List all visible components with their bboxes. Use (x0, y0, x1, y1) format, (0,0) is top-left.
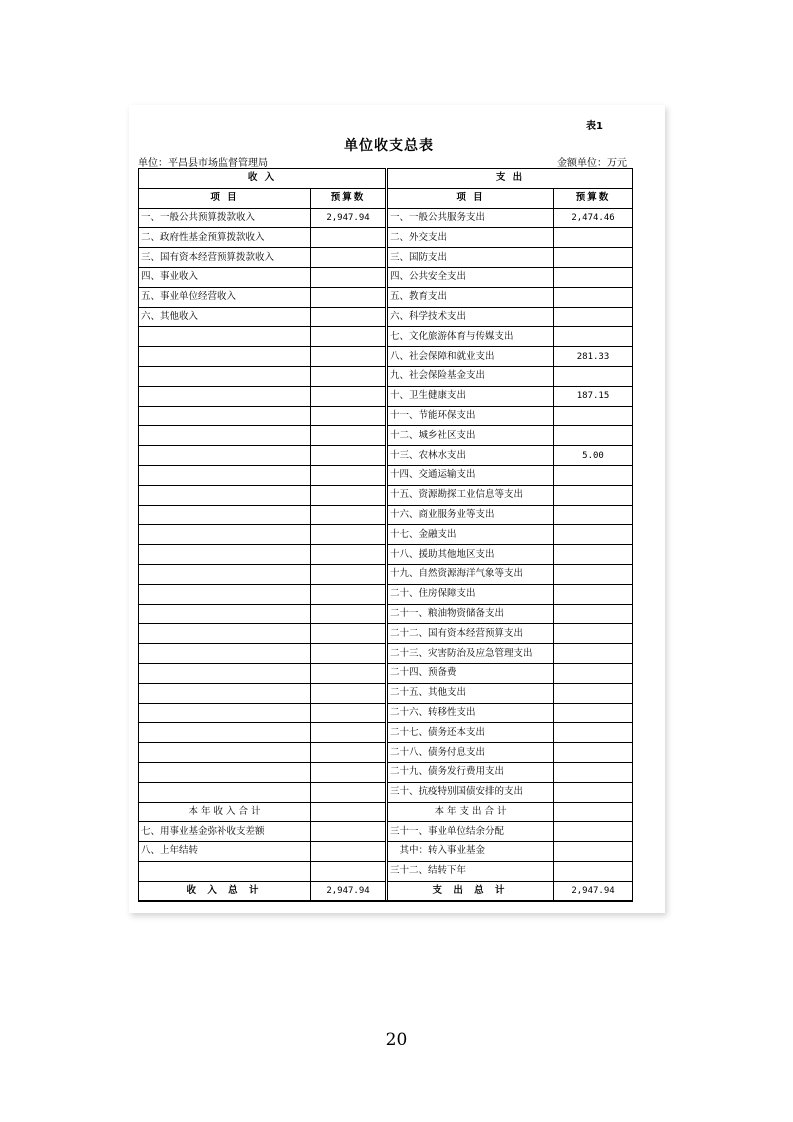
expense-budget (554, 782, 633, 802)
income-budget (311, 267, 386, 287)
income-item (139, 485, 311, 505)
expense-item: 二十五、其他支出 (388, 683, 554, 703)
expense-budget (554, 683, 633, 703)
expense-budget: 187.15 (554, 386, 633, 406)
table-row (139, 327, 633, 347)
income-budget (311, 584, 386, 604)
income-budget (311, 406, 386, 426)
table-row (139, 723, 633, 743)
total-row (139, 881, 633, 901)
expense-item: 十四、交通运输支出 (388, 465, 554, 485)
income-budget (311, 465, 386, 485)
income-item (139, 465, 311, 485)
expense-budget (554, 366, 633, 386)
table-row (139, 584, 633, 604)
table-row (139, 564, 633, 584)
expense-item: 八、社会保障和就业支出 (388, 347, 554, 367)
table-row (139, 644, 633, 664)
expense-item: 二十一、粮油物资储备支出 (388, 604, 554, 624)
expense-item: 十五、资源勘探工业信息等支出 (388, 485, 554, 505)
expense-budget (554, 505, 633, 525)
table-row (139, 248, 633, 268)
table-row (139, 683, 633, 703)
table-row (139, 426, 633, 446)
expense-item: 三十一、事业单位结余分配 (388, 822, 554, 842)
table-row (139, 485, 633, 505)
table-row (139, 842, 633, 862)
expense-budget (554, 604, 633, 624)
expense-budget (554, 267, 633, 287)
income-item (139, 327, 311, 347)
page-title: 单位收支总表 (344, 138, 434, 154)
expense-budget (554, 703, 633, 723)
expense-item: 十七、金融支出 (388, 525, 554, 545)
income-item: 三、国有资本经营预算拨款收入 (139, 248, 311, 268)
expense-item: 二十二、国有资本经营预算支出 (388, 624, 554, 644)
expense-budget (554, 822, 633, 842)
income-subtotal-label: 本 年 收 入 合 计 (139, 802, 311, 822)
table-row (139, 386, 633, 406)
expense-budget: 5.00 (554, 446, 633, 466)
income-header: 收 入 (139, 169, 386, 189)
expense-budget (554, 624, 633, 644)
income-budget (311, 327, 386, 347)
income-budget (311, 564, 386, 584)
income-budget (311, 287, 386, 307)
expense-budget (554, 564, 633, 584)
income-item (139, 762, 311, 782)
expense-budget (554, 327, 633, 347)
subtotal-row (139, 802, 633, 822)
income-budget (311, 366, 386, 386)
expense-budget (554, 287, 633, 307)
income-item (139, 505, 311, 525)
table-row (139, 406, 633, 426)
expense-budget: 2,474.46 (554, 208, 633, 228)
income-budget (311, 604, 386, 624)
income-item (139, 446, 311, 466)
table-label: 表1 (586, 121, 603, 132)
income-item (139, 644, 311, 664)
table-row (139, 446, 633, 466)
expense-budget (554, 545, 633, 565)
income-total-label: 收 入 总 计 (139, 881, 311, 901)
table-row (139, 861, 633, 881)
income-budget (311, 762, 386, 782)
income-budget (311, 228, 386, 248)
income-budget (311, 545, 386, 565)
income-budget (311, 663, 386, 683)
expense-budget: 281.33 (554, 347, 633, 367)
expense-budget (554, 426, 633, 446)
expense-item: 二十九、债务发行费用支出 (388, 762, 554, 782)
income-budget (311, 703, 386, 723)
income-budget: 2,947.94 (311, 208, 386, 228)
table-row (139, 307, 633, 327)
expense-budget (554, 842, 633, 862)
income-item: 二、政府性基金预算拨款收入 (139, 228, 311, 248)
expense-budget (554, 762, 633, 782)
expense-item: 五、教育支出 (388, 287, 554, 307)
expense-item: 二、外交支出 (388, 228, 554, 248)
income-item: 八、上年结转 (139, 842, 311, 862)
expense-budget (554, 248, 633, 268)
income-item: 一、一般公共预算拨款收入 (139, 208, 311, 228)
expense-item: 二十四、预备费 (388, 663, 554, 683)
income-budget (311, 683, 386, 703)
income-budget (311, 861, 386, 881)
income-budget (311, 822, 386, 842)
income-budget-header: 预算数 (311, 188, 386, 208)
income-budget (311, 782, 386, 802)
income-budget (311, 723, 386, 743)
income-item (139, 663, 311, 683)
income-item (139, 564, 311, 584)
income-item-header: 项 目 (139, 188, 311, 208)
expense-budget (554, 644, 633, 664)
budget-table (138, 168, 633, 902)
table-row (139, 228, 633, 248)
expense-item: 十三、农林水支出 (388, 446, 554, 466)
expense-total-label: 支 出 总 计 (388, 881, 554, 901)
expense-item: 二十三、灾害防治及应急管理支出 (388, 644, 554, 664)
income-budget (311, 386, 386, 406)
income-item (139, 861, 311, 881)
income-item (139, 366, 311, 386)
income-budget (311, 624, 386, 644)
expense-subtotal-label: 本 年 支 出 合 计 (388, 802, 554, 822)
expense-item: 十九、自然资源海洋气象等支出 (388, 564, 554, 584)
table-row (139, 743, 633, 763)
income-item (139, 782, 311, 802)
income-budget (311, 307, 386, 327)
table-row (139, 505, 633, 525)
income-item (139, 406, 311, 426)
expense-item: 其中：转入事业基金 (388, 842, 554, 862)
table-row (139, 545, 633, 565)
expense-item: 二十六、转移性支出 (388, 703, 554, 723)
table-row (139, 822, 633, 842)
income-budget (311, 505, 386, 525)
income-item: 五、事业单位经营收入 (139, 287, 311, 307)
expense-subtotal-value (554, 802, 633, 822)
expense-item: 三、国防支出 (388, 248, 554, 268)
income-item: 四、事业收入 (139, 267, 311, 287)
expense-item: 十、卫生健康支出 (388, 386, 554, 406)
income-budget (311, 485, 386, 505)
expense-budget (554, 228, 633, 248)
expense-budget (554, 584, 633, 604)
expense-item: 九、社会保险基金支出 (388, 366, 554, 386)
income-item (139, 604, 311, 624)
expense-item-header: 项 目 (388, 188, 554, 208)
expense-item: 一、一般公共服务支出 (388, 208, 554, 228)
expense-item: 四、公共安全支出 (388, 267, 554, 287)
income-item: 六、其他收入 (139, 307, 311, 327)
table-row (139, 267, 633, 287)
table-row (139, 663, 633, 683)
income-subtotal-value (311, 802, 386, 822)
income-item (139, 723, 311, 743)
table-row (139, 782, 633, 802)
expense-budget (554, 465, 633, 485)
expense-header: 支 出 (388, 169, 633, 189)
table-row (139, 287, 633, 307)
income-item (139, 426, 311, 446)
income-budget (311, 743, 386, 763)
expense-item: 三十二、结转下年 (388, 861, 554, 881)
expense-item: 十八、援助其他地区支出 (388, 545, 554, 565)
income-item (139, 525, 311, 545)
expense-budget (554, 485, 633, 505)
amount-unit: 金额单位：万元 (557, 158, 627, 169)
table-row (139, 366, 633, 386)
table-row (139, 208, 633, 228)
section-header-row (139, 169, 633, 189)
expense-item: 三十、抗疫特别国债安排的支出 (388, 782, 554, 802)
expense-budget (554, 743, 633, 763)
expense-budget (554, 663, 633, 683)
income-item (139, 386, 311, 406)
table-row (139, 347, 633, 367)
income-budget (311, 644, 386, 664)
income-budget (311, 446, 386, 466)
expense-budget (554, 406, 633, 426)
expense-item: 十一、节能环保支出 (388, 406, 554, 426)
income-item (139, 545, 311, 565)
table-row (139, 604, 633, 624)
income-budget (311, 842, 386, 862)
page-number: 20 (385, 1030, 408, 1050)
expense-budget (554, 525, 633, 545)
expense-budget (554, 307, 633, 327)
expense-budget (554, 861, 633, 881)
income-item (139, 584, 311, 604)
income-item (139, 347, 311, 367)
income-item (139, 683, 311, 703)
income-item (139, 624, 311, 644)
expense-item: 十二、城乡社区支出 (388, 426, 554, 446)
income-item: 七、用事业基金弥补收支差额 (139, 822, 311, 842)
expense-item: 六、科学技术支出 (388, 307, 554, 327)
expense-budget-header: 预算数 (554, 188, 633, 208)
income-budget (311, 426, 386, 446)
table-row (139, 624, 633, 644)
income-item (139, 743, 311, 763)
table-row (139, 465, 633, 485)
income-total-value: 2,947.94 (311, 881, 386, 901)
expense-item: 七、文化旅游体育与传媒支出 (388, 327, 554, 347)
income-budget (311, 347, 386, 367)
expense-item: 十六、商业服务业等支出 (388, 505, 554, 525)
table-row (139, 762, 633, 782)
table-row (139, 703, 633, 723)
income-item (139, 703, 311, 723)
table-row (139, 525, 633, 545)
column-header-row (139, 188, 633, 208)
expense-budget (554, 723, 633, 743)
expense-item: 二十八、债务付息支出 (388, 743, 554, 763)
expense-total-value: 2,947.94 (554, 881, 633, 901)
income-budget (311, 248, 386, 268)
expense-item: 二十、住房保障支出 (388, 584, 554, 604)
expense-item: 二十七、债务还本支出 (388, 723, 554, 743)
unit-name: 单位：平昌县市场监督管理局 (138, 158, 268, 169)
income-budget (311, 525, 386, 545)
